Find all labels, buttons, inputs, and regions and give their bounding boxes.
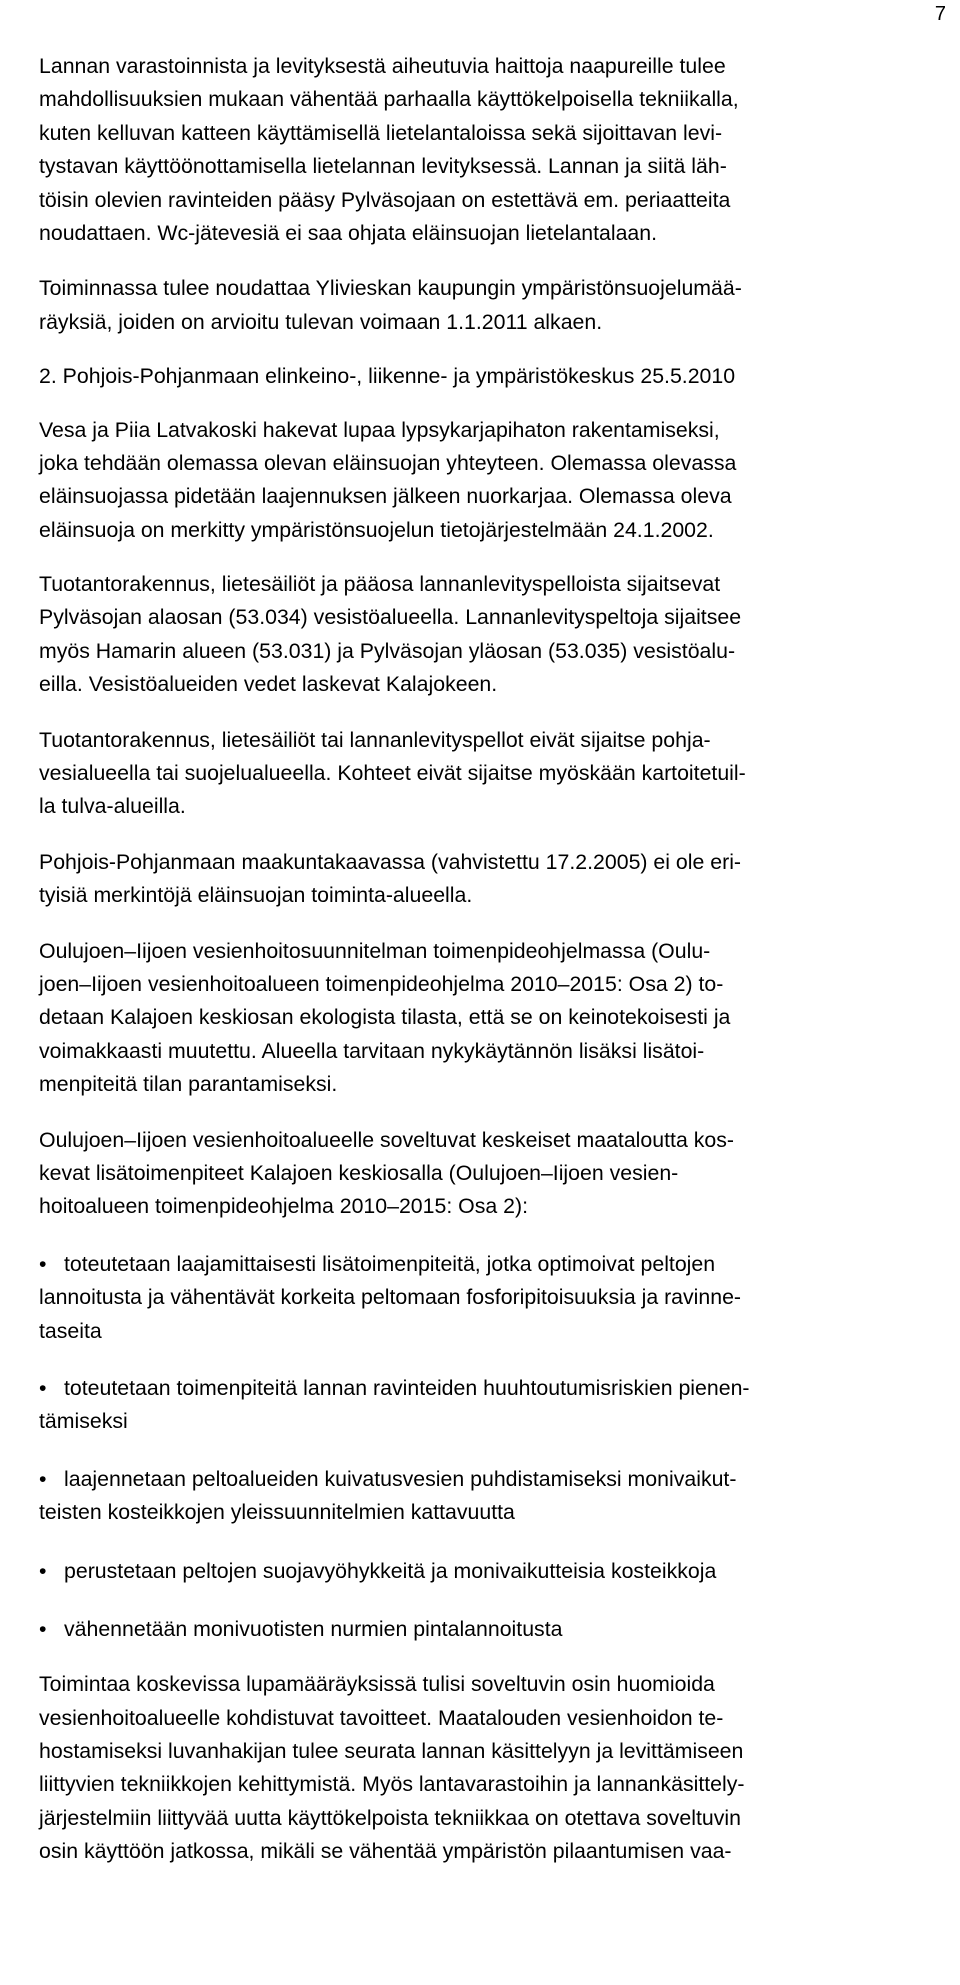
paragraph-gap [39, 1224, 959, 1248]
paragraph-gap [39, 1439, 959, 1463]
text-line: Toimintaa koskevissa lupamääräyksissä tulisi soveltuvin osin huomioida [39, 1672, 715, 1697]
text-line: Vesa ja Piia Latvakoski hakevat lupaa lypsykarjapihaton rakentamiseksi, [39, 417, 720, 442]
bullet-item [39, 1248, 959, 1348]
page-number: 7 [934, 3, 946, 25]
bullet-text-line: tämiseksi [39, 1409, 128, 1434]
text-line: Toiminnassa tulee noudattaa Ylivieskan kaupungin ympäristönsuojelumää- [39, 276, 742, 301]
paragraph-gap [39, 339, 959, 360]
text-line: eilla. Vesistöalueiden vedet laskevat Kalajokeen. [39, 672, 498, 697]
text-line: töisin olevien ravinteiden pääsy Pylväsojaan on estettävä em. periaatteita [39, 187, 731, 212]
bullet-text-line [39, 1248, 959, 1281]
paragraph [39, 935, 959, 1102]
text-line: eläinsuojassa pidetään laajennuksen jälkeen nuorkarjaa. Olemassa oleva [39, 484, 732, 509]
paragraph [39, 724, 959, 824]
paragraph-gap [39, 394, 959, 414]
bullet-text: laajennetaan peltoalueiden kuivatusvesien puhdistamiseksi monivaikut- [64, 1466, 737, 1491]
bullet-item [39, 1463, 959, 1530]
paragraph-gap [39, 702, 959, 724]
paragraph-gap [39, 547, 959, 568]
text-line: detaan Kalajoen keskiosan ekologista tilasta, että se on keinotekoisesti ja [39, 1005, 731, 1030]
bullet-marker: • [39, 1251, 47, 1276]
bullet-text-line: teisten kosteikkojen yleissuunnitelmien kattavuutta [39, 1500, 515, 1525]
bullet-marker: • [39, 1559, 47, 1584]
bullet-text: vähennetään monivuotisten nurmien pintalannoitusta [64, 1616, 563, 1641]
bullet-text-line [39, 1372, 959, 1405]
paragraph-gap [39, 1646, 959, 1668]
text-line: myös Hamarin alueen (53.031) ja Pylväsojan yläosan (53.035) vesistöalu- [39, 638, 736, 663]
text-line: Oulujoen–Iijoen vesienhoitosuunnitelman toimenpideohjelmassa (Oulu- [39, 938, 711, 963]
text-line: Pohjois-Pohjanmaan maakuntakaavassa (vahvistettu 17.2.2005) ei ole eri- [39, 849, 742, 874]
text-line: noudattaen. Wc-jätevesiä ei saa ohjata eläinsuojan lietelantalaan. [39, 220, 658, 245]
text-line: hostamiseksi luvanhakijan tulee seurata lannan käsittelyyn ja levittämiseen [39, 1739, 744, 1764]
text-line: la tulva-alueilla. [39, 794, 186, 819]
bullet-text-line [39, 1613, 959, 1646]
text-line: järjestelmiin liittyvää uutta käyttökelpoista tekniikkaa on otettava soveltuvin [39, 1805, 741, 1830]
text-line: tystavan käyttöönottamisella lietelannan levityksessä. Lannan ja siitä läh- [39, 154, 727, 179]
paragraph-gap [39, 913, 959, 935]
text-line: tyisiä merkintöjä eläinsuojan toiminta-alueella. [39, 883, 473, 908]
text-line: Tuotantorakennus, lietesäiliöt tai lannanlevityspellot eivät sijaitse pohja- [39, 727, 711, 752]
paragraph [39, 568, 959, 702]
text-line: 2. Pohjois-Pohjanmaan elinkeino-, liikenne- ja ympäristökeskus 25.5.2010 [39, 364, 736, 389]
paragraph-gap [39, 250, 959, 272]
text-line: Tuotantorakennus, lietesäiliöt ja pääosa lannanlevityspelloista sijaitsevat [39, 572, 721, 597]
text-line: voimakkaasti muutettu. Alueella tarvitaan nykykäytännön lisäksi lisätoi- [39, 1038, 705, 1063]
bullet-text-line: lannoitusta ja vähentävät korkeita peltomaan fosforipitoisuuksia ja ravinne- [39, 1285, 742, 1310]
text-line: hoitoalueen toimenpideohjelma 2010–2015: Osa 2): [39, 1194, 528, 1219]
paragraph [39, 414, 959, 548]
text-line: liittyvien tekniikkojen kehittymistä. Myös lantavarastoihin ja lannankäsittely- [39, 1772, 745, 1797]
text-line: vesienhoitoalueelle kohdistuvat tavoitteet. Maatalouden vesienhoidon te- [39, 1705, 724, 1730]
bullet-text: perustetaan peltojen suojavyöhykkeitä ja monivaikutteisia kosteikkoja [64, 1559, 717, 1584]
bullet-marker: • [39, 1616, 47, 1641]
paragraph [39, 846, 959, 913]
text-line: joka tehdään olemassa olevan eläinsuojan yhteyteen. Olemassa olevassa [39, 450, 737, 475]
bullet-item [39, 1372, 959, 1439]
paragraph [39, 1124, 959, 1224]
text-line: eläinsuoja on merkitty ympäristönsuojelun tietojärjestelmään 24.1.2002. [39, 517, 714, 542]
paragraph-gap [39, 1589, 959, 1613]
bullet-text-line [39, 1463, 959, 1496]
paragraph [39, 50, 959, 250]
text-line: osin käyttöön jatkossa, mikäli se vähentää ympäristön pilaantumisen vaa- [39, 1839, 732, 1864]
paragraph-gap [39, 1102, 959, 1124]
paragraph [39, 360, 959, 393]
text-line: mahdollisuuksien mukaan vähentää parhaalla käyttökelpoisella tekniikalla, [39, 87, 739, 112]
text-line: kevat lisätoimenpiteet Kalajoen keskiosalla (Oulujoen–Iijoen vesien- [39, 1160, 679, 1185]
paragraph-gap [39, 1348, 959, 1372]
paragraph-gap [39, 824, 959, 846]
bullet-item [39, 1555, 959, 1588]
document-body [39, 50, 959, 1869]
text-line: Lannan varastoinnista ja levityksestä aiheutuvia haittoja naapureille tulee [39, 54, 726, 78]
text-line: kuten kelluvan katteen käyttämisellä lietelantaloissa sekä sijoittavan levi- [39, 120, 723, 145]
text-line: vesialueella tai suojelualueella. Kohteet eivät sijaitse myöskään kartoitetuil- [39, 761, 746, 786]
bullet-item [39, 1613, 959, 1646]
bullet-marker: • [39, 1375, 47, 1400]
text-line: räyksiä, joiden on arvioitu tulevan voimaan 1.1.2011 alkaen. [39, 309, 603, 334]
paragraph [39, 272, 959, 339]
text-line: menpiteitä tilan parantamiseksi. [39, 1072, 338, 1097]
bullet-text: toteutetaan toimenpiteitä lannan ravinteiden huuhtoutumisriskien pienen- [64, 1375, 750, 1400]
closing-paragraph [39, 1668, 959, 1868]
bullet-text: toteutetaan laajamittaisesti lisätoimenpiteitä, jotka optimoivat peltojen [64, 1251, 716, 1276]
bullet-text-line: taseita [39, 1318, 102, 1343]
text-line: joen–Iijoen vesienhoitoalueen toimenpideohjelma 2010–2015: Osa 2) to- [39, 971, 724, 996]
text-line: Pylväsojan alaosan (53.034) vesistöalueella. Lannanlevityspeltoja sijaitsee [39, 605, 742, 630]
bullet-marker: • [39, 1466, 47, 1491]
paragraph-gap [39, 1529, 959, 1555]
text-line: Oulujoen–Iijoen vesienhoitoalueelle soveltuvat keskeiset maataloutta kos- [39, 1127, 734, 1152]
bullet-text-line [39, 1555, 959, 1588]
